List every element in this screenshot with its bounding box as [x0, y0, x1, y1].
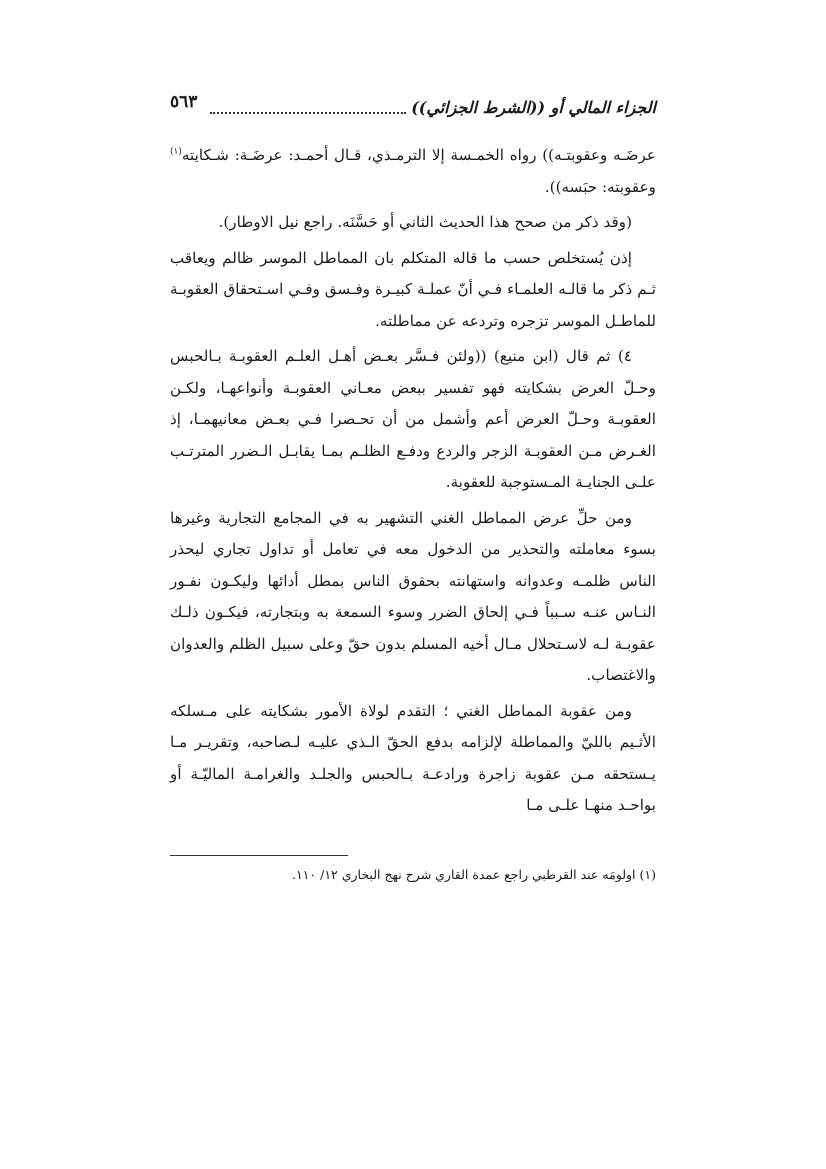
footnote-separator	[170, 855, 348, 856]
book-page	[170, 88, 656, 888]
paragraph-3: إذن يُستخلص حسب ما قاله المتكلم بان المماطل الموسر ظالم ويعاقب ثـم ذكر ما قالـه العلمـاء فـي أنّ عملـة كبيـرة وفـسق وفـي اسـتحقاق العقوبـة للماطـل الموسر تزجره وتردعه عن مماطلته.	[170, 248, 656, 330]
paragraph-6: ومن عقوبة المماطل الغني ؛ التقدم لولاة الأمور بشكايته على مـسلكه الأثـيم بالليّ والمماطلة لإلزامه بدفع الحقّ الـذي عليـه لـصاحبه، وتقريـر مـا يـستحقه مـن عقوبة زاجرة ورادعـة بـالحبس والجلـد والغرامـة الماليّـة أو بواحـد منهـا علـى مـا	[170, 701, 656, 814]
paragraph-1-continuation: وعقوبته: حبَسه)).	[544, 177, 656, 196]
paragraph-4: ٤) ثم قال (ابن منيع) ((ولئن فـسَّر بعـض أهـل العلـم العقوبـة بـالحبس وحـلّ العرض بشكايته فهو تفسير ببعض معـاني العقوبـة وأنواعهـا، ولكـن العقوبـة وحـلّ العرض أعم وأشمل من أن تحـصرا فـي بعـض معانيهمـا، إذ الغـرض مـن العقوبـة الزجر والردع ودفـع الظلـم بمـا يقابـل الـضرر المترتـب علـى الجنايـة المـستوجبة للعقوبة.	[170, 347, 656, 491]
running-header	[170, 88, 656, 128]
header-title: الجزاء المالي أو ((الشرط الجزائي))	[411, 98, 656, 117]
body-text	[170, 140, 656, 822]
page-number: ٥٦٣	[170, 92, 198, 112]
header-dot-leader	[210, 112, 406, 114]
paragraph-5: ومن حلِّ عرض المماطل الغني التشهير به في المجامع التجارية وغيرها بسوء معاملته والتحذير من الدخول معه في تعامل أو تداول تجاري ليحذر الناس ظلمـه وعدوانه واستهانته بحقوق الناس بمطل أدائها وليكـون نفـور النـاس عنـه سـبباً فـي إلحاق الضرر وسوء السمعة به وبتجارته، فيكـون ذلـك عقوبـة لـه لاسـتحلال مـال أخيه المسلم بدون حقّ وعلى سبيل الظلم والعدوان والاغتصاب.	[170, 508, 656, 684]
paragraph-2: (وقد ذكر من صحح هذا الحديث الثاني أو حَسَّنَه. راجع نيل الاوطار).	[218, 213, 632, 231]
paragraph-1-text: عرضَـه وعقوبتـه)) رواه الخمـسة إلا الترمـذي، قـال أحمـد: عرضَـة: شـكايته	[181, 146, 656, 164]
footnote: (١) اولومَه عند القرطبي راجع عمدة القاري شرح نهج البخاري ١٢/ ١١٠.	[291, 867, 656, 882]
footnote-reference: (١)	[170, 146, 182, 157]
paragraph-1	[170, 140, 656, 203]
